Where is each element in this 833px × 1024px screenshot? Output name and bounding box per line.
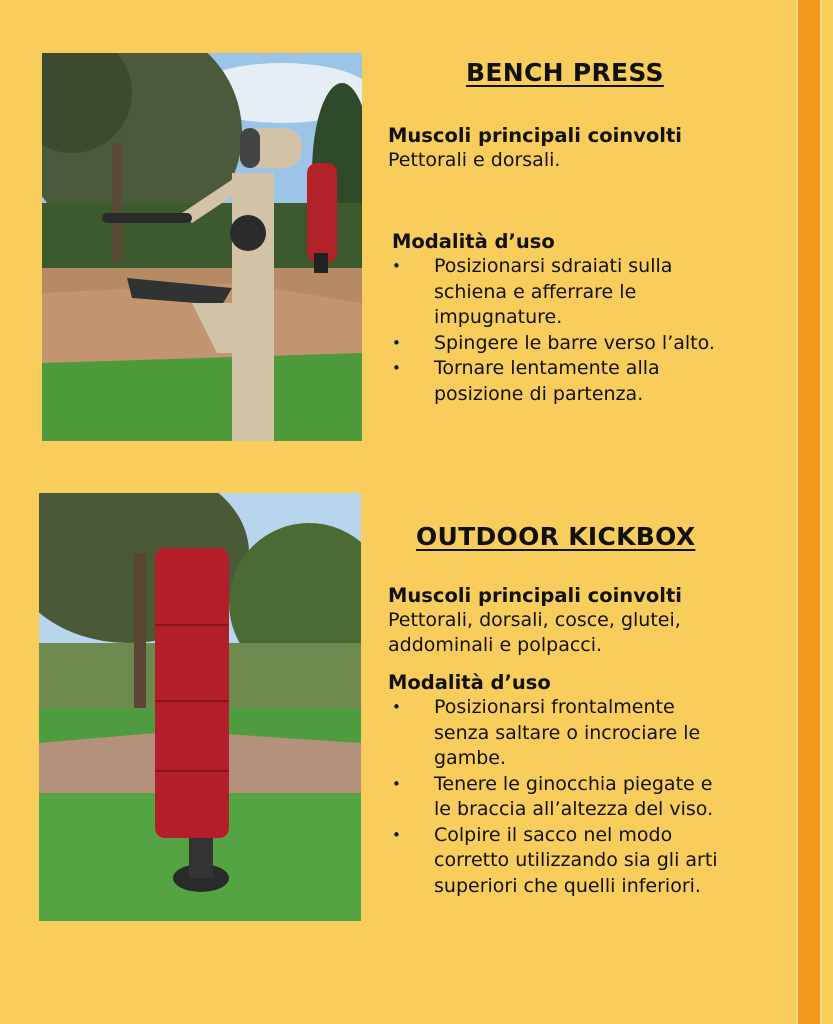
bench-press-photo <box>42 53 362 441</box>
list-item: • Spingere le barre verso l’alto. <box>388 331 788 357</box>
usage-heading: Modalità d’uso <box>388 671 551 694</box>
usage-steps <box>388 254 788 407</box>
usage-steps <box>388 695 788 899</box>
muscles-text: addominali e polpacci. <box>388 634 603 656</box>
kickbox-photo <box>39 493 361 921</box>
usage-heading: Modalità d’uso <box>392 230 555 253</box>
muscles-heading: Muscoli principali coinvolti <box>388 124 682 147</box>
muscles-text: Pettorali, dorsali, cosce, glutei, <box>388 609 681 631</box>
list-item: • Tenere le ginocchia piegate e le braccia all’altezza del viso. <box>388 772 788 823</box>
side-accent-bar <box>796 0 822 1024</box>
list-item: • Tornare lentamente alla posizione di partenza. <box>388 356 788 407</box>
bench-press-section <box>388 58 788 407</box>
muscles-text: Pettorali e dorsali. <box>388 149 561 171</box>
section-title: OUTDOOR KICKBOX <box>416 522 696 551</box>
muscles-heading: Muscoli principali coinvolti <box>388 584 682 607</box>
section-title: BENCH PRESS <box>466 58 664 87</box>
list-item: • Posizionarsi sdraiati sulla schiena e afferrare le impugnature. <box>388 254 788 331</box>
list-item: • Posizionarsi frontalmente senza saltare o incrociare le gambe. <box>388 695 788 772</box>
list-item: • Colpire il sacco nel modo corretto utilizzando sia gli arti superiori che quelli inferiori. <box>388 823 788 900</box>
kickbox-section <box>388 522 788 899</box>
